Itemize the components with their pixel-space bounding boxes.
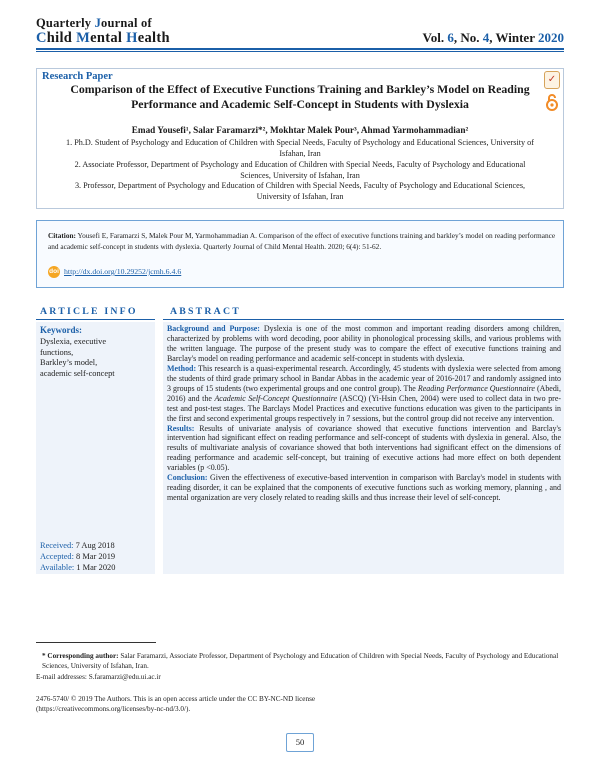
abstract-heading: ABSTRACT <box>170 306 241 317</box>
abstract-body <box>167 324 561 503</box>
header-rule-thin <box>36 51 564 52</box>
available-date: Available: 1 Mar 2020 <box>40 563 116 572</box>
affiliation-1: 1. Ph.D. Student of Psychology and Education of Children with Special Needs, Faculty of Psychology and Educational Sciences, University of Isfahan, Iran <box>66 138 534 158</box>
received-date: Received: 7 Aug 2018 <box>40 541 115 550</box>
page-number: 50 <box>286 733 314 752</box>
keyword-line: Barkley’s model, <box>40 358 98 368</box>
footnote-rule <box>36 642 156 643</box>
abstract-background: Background and Purpose: Dyslexia is one of the most common and important reading disorders among children, characterized by problems with word decoding, poor ability in phonological processing skills, and various problems with the written language. The purpose of the present study was to compare the effect of executive functions training and Barclay's model on reading performance and academic self-concept in students with dyslexia. <box>167 324 562 363</box>
doi-icon: doi <box>48 266 60 278</box>
check-for-updates-icon[interactable]: ✓ <box>544 71 560 89</box>
abstract-results: Results: Results of univariate analysis of covariance showed that executive functions intervention and Barclay's intervention had significant effect on reading performance and self-concept of students with dyslexia in general. Also, the results of multivariate analysis of covariance showed that both interventions had significant effect on the dimensions of reading performance and academic self-concept, but training of executive actions had more effect on both dependent variables (p <0.05). <box>167 423 561 473</box>
article-info-heading: ARTICLE INFO <box>40 306 138 317</box>
email-address: E-mail addresses: S.faramarzi@edu.ui.ac.ir <box>36 673 161 681</box>
keyword-line: functions, <box>40 347 74 357</box>
abstract-conclusion: Conclusion: Given the effectiveness of executive-based intervention in comparison with Barclay's model in students with reading disorder, it can be explained that the components of executive functions such as working memory, planning , and mental organization are very closely related to reading skills and thus increase their level of self-concept. <box>167 473 561 503</box>
open-access-icon <box>545 93 559 111</box>
journal-title-line1: Quarterly Journal of <box>36 16 152 30</box>
article-info-rule <box>36 319 155 320</box>
journal-name: Child Mental Health <box>36 30 170 46</box>
keywords-label: Keywords: <box>40 325 82 335</box>
license-link[interactable]: (https://creativecommons.org/licenses/by-nc-nd/3.0/). <box>36 705 191 713</box>
license-text: 2476-5740/ © 2019 The Authors. This is an open access article under the CC BY-NC-ND license (https://creativecommons.org/licenses/by-nc-nd/3.0/). <box>36 694 556 714</box>
author-list: Emad Yousefi¹, Salar Faramarzi*², Mokhtar Malek Pour³, Ahmad Yarmohammadian² <box>131 125 469 135</box>
article-type-label: Research Paper <box>42 71 113 82</box>
volume-issue: Vol. 6, No. 4, Winter 2020 <box>422 30 564 45</box>
affiliation-2: 2. Associate Professor, Department of Psychology and Education of Children with Special Needs, Faculty of Psychology and Educational Sciences, University of Isfahan, Iran <box>74 160 526 180</box>
corresponding-author: * Corresponding author: Salar Faramarzi, Associate Professor, Department of Psychology and Education of Children with Special Needs, Faculty of Psychology and Educational Sciences, University of Isfahan, Iran. <box>42 652 559 670</box>
header-rule <box>36 48 564 50</box>
doi-link[interactable]: http://dx.doi.org/10.29252/jcmh.6.4.6 <box>64 267 182 276</box>
keywords-list <box>40 337 154 379</box>
abstract-method: Method: This research is a quasi-experimental research. Accordingly, 45 students with dyslexia were selected from among the students of third grade primary school in Bandar Abbas in the academic year of 2016-2017 and randomly assigned into 3 groups of 15 students (two experimental groups and one control group). The Reading Performance Questionnaire (Abedi, 2016) and the Academic Self-Concept Questionnaire (ASCQ) (Yi-Hsin Chen, 2004) were used to collect data in two pre-test and post-test stages. The Barclays Model Practices and executive functions education was given to the participants in the first and second experimental groups respectively in 7 sessions, but the control group did not receive any intervention. <box>167 363 561 423</box>
article-title: Comparison of the Effect of Executive Functions Training and Barkley’s Model on Reading Performance and Academic Self-Concept in Students with Dyslexia <box>70 82 530 111</box>
keyword-line: academic self-concept <box>40 368 115 378</box>
keyword-line: Dyslexia, executive <box>40 337 107 346</box>
accepted-date: Accepted: 8 Mar 2019 <box>40 552 116 561</box>
affiliation-3: 3. Professor, Department of Psychology and Education of Children with Special Needs, Faculty of Psychology and Educational Sciences, University of Isfahan, Iran <box>74 181 526 201</box>
citation-text: Citation: Yousefi E, Faramarzi S, Malek Pour M, Yarmohammadian A. Comparison of the effect of executive functions training and barkley’s model on reading performance and academic self-concept in students with dyslexia. Quarterly Journal of Child Mental Health. 2020; 6(4): 51-62. <box>48 231 556 251</box>
abstract-rule <box>163 319 564 320</box>
